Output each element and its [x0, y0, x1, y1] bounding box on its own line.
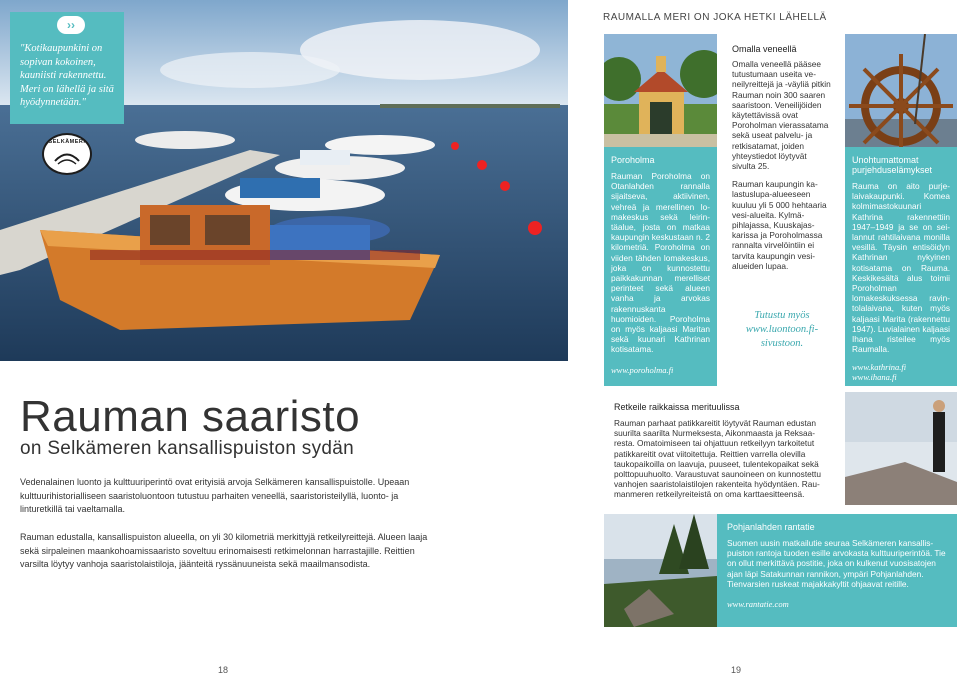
rantatie-box: [717, 514, 957, 627]
page-title: Rauman saaristo: [20, 392, 361, 441]
poroholma-link[interactable]: www.poroholma.fi: [611, 364, 674, 375]
poroholma-photo: [604, 34, 717, 147]
logo-text: SELKÄMERI: [48, 139, 86, 145]
retkeile-title: Retkeile raikkaissa merituulissa: [614, 402, 740, 412]
page-number-left: 18: [218, 665, 229, 675]
quote-icon: ››: [57, 16, 85, 34]
selkameri-logo: [42, 133, 92, 175]
rantatie-link[interactable]: www.rantatie.com: [727, 599, 789, 610]
poroholma-gate-illustration: [604, 34, 717, 147]
omalla-title: Omalla veneellä: [732, 44, 797, 54]
quote-box: [10, 12, 124, 124]
hiker-photo: [845, 392, 957, 505]
retkeile-section: [614, 402, 832, 500]
intro-paragraph-2: Rauman edustalla, kansallispuiston alueella, on yli 30 kilometriä merkittyjä retkeilyreittejä. Alueen laaja sekä sirpaleinen maankohoamissaaristo soveltuu erinomaisesti retkimelonnan harrastajille. Reittien varsilta löytyy vanhoja saaristolaistiloja, jäänteitä ryssänuuneista sekä maailmansodista.: [20, 532, 428, 569]
intro-paragraph-1: Vedenalainen luonto ja kulttuuriperintö ovat erityisiä arvoja Selkämeren kansallispuistolle. Upeaan kulttuurihistorialliseen saaristoluontoon tutustuu parhaiten veneellä, saaristoristeilyllä, luonto- ja linturetkillä tai vaeltamalla.: [20, 477, 410, 514]
page-subtitle: on Selkämeren kansallispuiston sydän: [20, 438, 354, 459]
poroholma-title: Poroholma: [611, 155, 655, 165]
retkeile-body: Rauman parhaat patikkareitit löytyvät Rauman edustan suurilta saarilta Nurmeksesta, Aikonmaasta ja Reksaaresta. Omatoimiseen tai ohjattuun retkeilyyn tarkoitetut patikkareitit ovat viitoitettuja. Reittien varrella olevilla taukopaikoilla on laavuja, puuseet, tulentekopaikat sekä polttopuuhuolto. Varaustuvat saunoineen on kunnostettu vanhojen saaristolaistilojen rakenteita hyödyntäen. Raumanmeren retkeilyreiteistä on oma karttaesitteensä.: [614, 418, 821, 500]
purjehdus-body: Rauma on aito purjelaivakaupunki. Komea kolmimastokuunari Kathrina rakennettiin 1947–1949 ja se on seilannut rahtilaivana monilla vesillä. Täysin entisöidyn Kathrinan nykyinen kotisatama on Rauma. Keskikesältä alus toimii Poroholman lomakeskuksessa ravintolalaivana, kuten myös kaljaasi Marita (rakennettu 1947). Luvialainen kaljaasi Ihana risteilee myös Raumalla.: [852, 181, 950, 355]
hiker-illustration: [845, 392, 957, 505]
ihana-link[interactable]: www.ihana.fi: [852, 372, 897, 383]
omalla-column: [732, 44, 832, 351]
page-number-right: 19: [731, 665, 742, 675]
ship-wheel-illustration: [845, 34, 957, 147]
purjehdus-box: [845, 147, 957, 386]
omalla-body-2: Rauman kaupungin kalastuslupa-alueeseen kuuluu yli 5 000 hehtaaria vesi-alueita. Kylmäpihlajassa, Kuuskajaskarissa ja Poroholmassa rannalta virvelöintiin ei tarvita kaupungin vesialueiden lupaa.: [732, 179, 827, 271]
ship-wheel-photo: [845, 34, 957, 147]
omalla-body-1: Omalla veneellä pääsee tutustumaan useita veneilyreittejä ja -väyliä pitkin Rauman noin 300 saaren saaristoon. Veneilijöiden käytettävissä ovat Poroholman vierassatama sekä useat palvelu- ja retkisatamat, joiden yhteystiedot löytyvät sivulta 25.: [732, 59, 831, 172]
poroholma-box: [604, 147, 717, 386]
shore-forest-illustration: [604, 514, 717, 627]
rantatie-title: Pohjanlahden rantatie: [727, 522, 815, 532]
purjehdus-title: Unohtumattomat purjehduselämykset: [852, 155, 933, 175]
omalla-tutustu[interactable]: Tutustu myös www.luontoon.fi-sivustoon.: [745, 310, 819, 350]
section-heading: RAUMALLA MERI ON JOKA HETKI LÄHELLÄ: [603, 12, 827, 23]
poroholma-body: Rauman Poroholma on Otanlahden rannalla sijaitseva, aktiivinen, vehreä ja merellinen lomakeskus sekä leirintäalue, josta on matkaa kaupungin keskustaan n. 2 kilometriä. Poroholma on viiden tähden lomakeskus, joka on kunnostettu paikkakunnan merelliset perinteet sekä alueen vanha ja arvokas rakennuskanta huomioiden. Poroholma on myös kaljaasi Maritan sekä kuunari Kathrinan kotisatama.: [611, 171, 710, 355]
rantatie-photo: [604, 514, 717, 627]
logo-emblem-icon: [52, 146, 82, 166]
rantatie-body: Suomen uusin matkailutie seuraa Selkämeren kansallispuiston rantoja tuoden esille arvokasta kulttuuriperintöä. Tie on ollut merkittävä postitie, joka on kulkenut vuosisatojen ajan läpi Satakunnan rannikon, ympäri Pohjanlahden. Tienvarsien ruskeat majakkakyltit ohjaavat reitille.: [727, 538, 946, 589]
quote-text: "Kotikaupunkini on sopivan kokoinen, kauniisti rakennettu. Meri on lähellä ja sitä hyödynnetään.": [20, 43, 114, 108]
kathrina-link[interactable]: www.kathrina.fi: [852, 362, 907, 373]
